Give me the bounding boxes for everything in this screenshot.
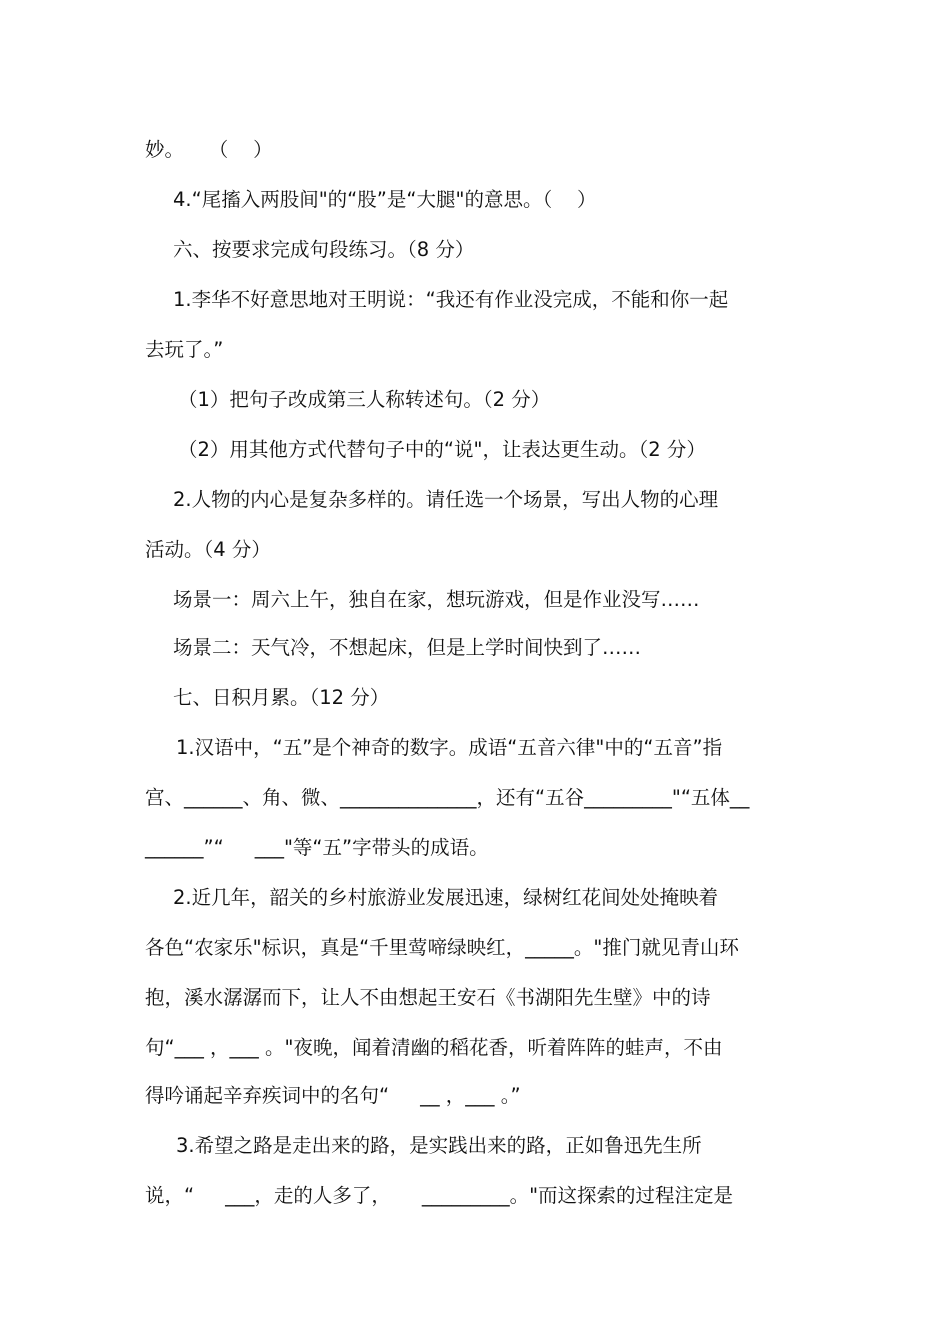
text-line: 妙。 （ ） (145, 138, 273, 161)
question-7-1: 1.汉语中，“五”是个神奇的数字。成语“五音六律"中的“五音”指 (176, 736, 723, 759)
scene-1: 场景一：周六上午，独自在家，想玩游戏，但是作业没写…… (173, 588, 700, 611)
question-6-2: 2.人物的内心是复杂多样的。请任选一个场景，写出人物的心理 (173, 488, 719, 511)
text-line: 活动。（4 分） (145, 538, 271, 561)
text-line: 抱，溪水潺潺而下，让人不由想起王安石《书湖阳先生壁》中的诗 (145, 986, 711, 1009)
text-line: 宫、______、角、微、______________，还有“五谷_________"“五体__ (145, 786, 750, 809)
text-line: 得吟诵起辛弃疾词中的名句“ __ ，___ 。” (145, 1084, 521, 1107)
text-line: 去玩了。” (145, 338, 224, 361)
question-6-1: 1.李华不好意思地对王明说：“我还有作业没完成，不能和你一起 (173, 288, 729, 311)
scene-2: 场景二：天气冷，不想起床，但是上学时间快到了…… (173, 636, 642, 659)
section-7-heading: 七、日积月累。（12 分） (173, 686, 390, 709)
text-line: 说，“ ___，走的人多了， _________。"而这探索的过程注定是 (145, 1184, 734, 1207)
question-7-3: 3.希望之路是走出来的路，是实践出来的路，正如鲁迅先生所 (176, 1134, 702, 1157)
question-7-2: 2.近几年，韶关的乡村旅游业发展迅速，绿树红花间处处掩映着 (173, 886, 719, 909)
sub-question-2: （2）用其他方式代替句子中的“说"，让表达更生动。（2 分） (178, 438, 706, 461)
section-6-heading: 六、按要求完成句段练习。（8 分） (173, 238, 475, 261)
sub-question-1: （1）把句子改成第三人称转述句。（2 分） (178, 388, 551, 411)
text-line: ______”“ ___"等“五”字带头的成语。 (145, 836, 489, 859)
text-line: 各色“农家乐"标识，真是“千里莺啼绿映红，_____。"推门就见青山环 (145, 936, 739, 959)
question-4: 4.“尾搐入两股间"的“股”是“大腿"的意思。（ ） (173, 188, 597, 211)
text-line: 句“___ ，___ 。"夜晚，闻着清幽的稻花香，听着阵阵的蛙声，不由 (145, 1036, 723, 1059)
